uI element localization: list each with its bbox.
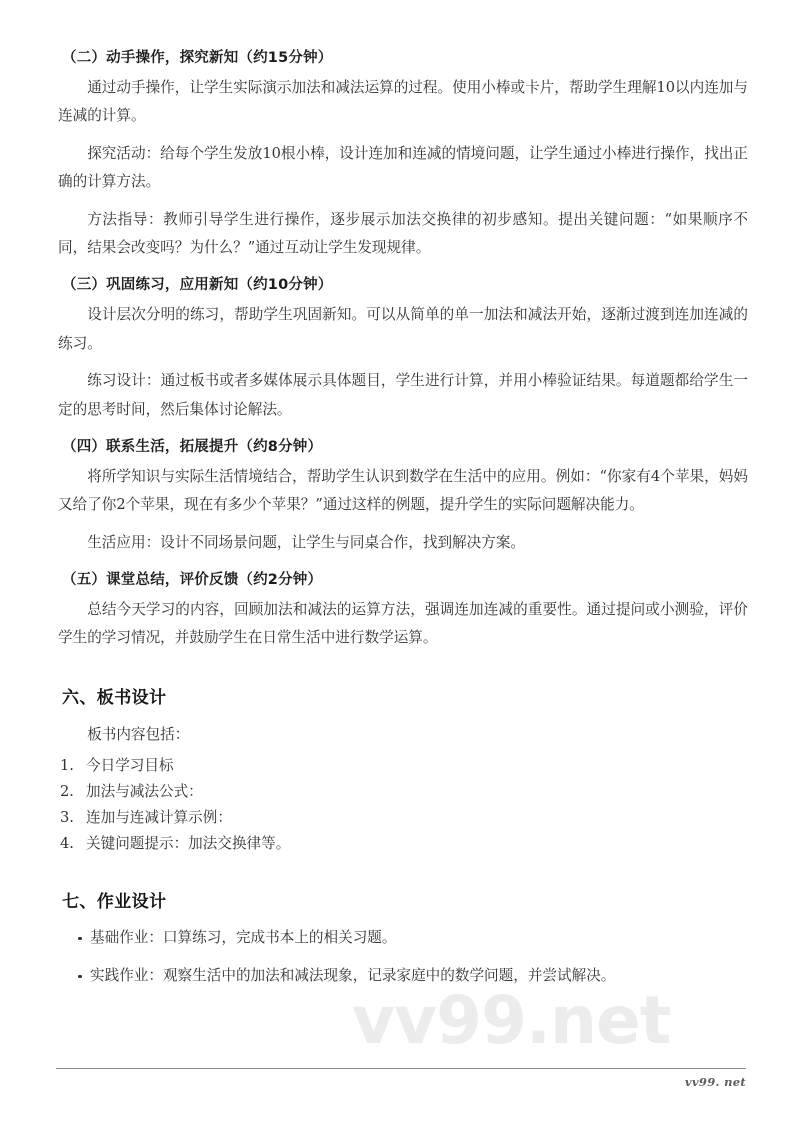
list-item: 加法与减法公式： xyxy=(86,783,203,801)
list-item: 实践作业：观察生活中的加法和减法现象，记录家庭中的数学问题，并尝试解决。 xyxy=(58,963,748,989)
paragraph: 方法指导：教师引导学生进行操作，逐步展示加法交换律的初步感知。提出关键问题：“如果顺序不同，结果会改变吗？为什么？”通过互动让学生发现规律。 xyxy=(58,210,748,257)
paragraph: 设计层次分明的练习，帮助学生巩固新知。可以从简单的单一加法和减法开始，逐渐过渡到连加连减的练习。 xyxy=(58,306,748,352)
blackboard-intro: 板书内容包括： xyxy=(87,725,190,743)
subsection-heading-3: （三）巩固练习，应用新知（约10分钟） xyxy=(62,277,333,294)
homework-item-list xyxy=(58,925,748,990)
footer-divider xyxy=(56,1068,746,1069)
list-item: 基础作业：口算练习，完成书本上的相关习题。 xyxy=(58,925,748,951)
subsection-heading-4: （四）联系生活，拓展提升（约8分钟） xyxy=(62,439,323,456)
list-item: 今日学习目标 xyxy=(86,757,174,775)
blackboard-item-list xyxy=(58,753,748,857)
subsection-heading-5: （五）课堂总结，评价反馈（约2分钟） xyxy=(62,572,323,589)
paragraph: 总结今天学习的内容，回顾加法和减法的运算方法，强调连加连减的重要性。通过提问或小测验，评价学生的学习情况，并鼓励学生在日常生活中进行数学运算。 xyxy=(58,600,748,647)
paragraph: 练习设计：通过板书或者多媒体展示具体题目，学生进行计算，并用小棒验证结果。每道题都给学生一定的思考时间，然后集体讨论解法。 xyxy=(58,372,748,418)
paragraph: 通过动手操作，让学生实际演示加法和减法运算的过程。使用小棒或卡片，帮助学生理解10以内连加与连减的计算。 xyxy=(58,78,748,125)
subsection-heading-2: （二）动手操作，探究新知（约15分钟） xyxy=(62,50,333,66)
paragraph: 探究活动：给每个学生发放10根小棒，设计连加和连减的情境问题，让学生通过小棒进行操作，找出正确的计算方法。 xyxy=(58,144,748,191)
list-item: 关键问题提示：加法交换律等。 xyxy=(86,834,291,852)
list-item: 连加与连减计算示例： xyxy=(86,808,232,826)
section-heading-blackboard: 六、板书设计 xyxy=(62,687,167,708)
paragraph: 将所学知识与实际生活情境结合，帮助学生认识到数学在生活中的应用。例如：“你家有4个苹果，妈妈又给了你2个苹果，现在有多少个苹果？”通过这样的例题，提升学生的实际问题解决能力。 xyxy=(58,467,748,514)
page-watermark: vv99.net xyxy=(352,982,671,1059)
page-footer xyxy=(56,1068,746,1089)
paragraph: 生活应用：设计不同场景问题，让学生与同桌合作，找到解决方案。 xyxy=(87,533,526,551)
footer-site-label: vv99. net xyxy=(684,1075,746,1089)
document-body xyxy=(58,48,748,989)
section-heading-homework: 七、作业设计 xyxy=(62,891,167,912)
